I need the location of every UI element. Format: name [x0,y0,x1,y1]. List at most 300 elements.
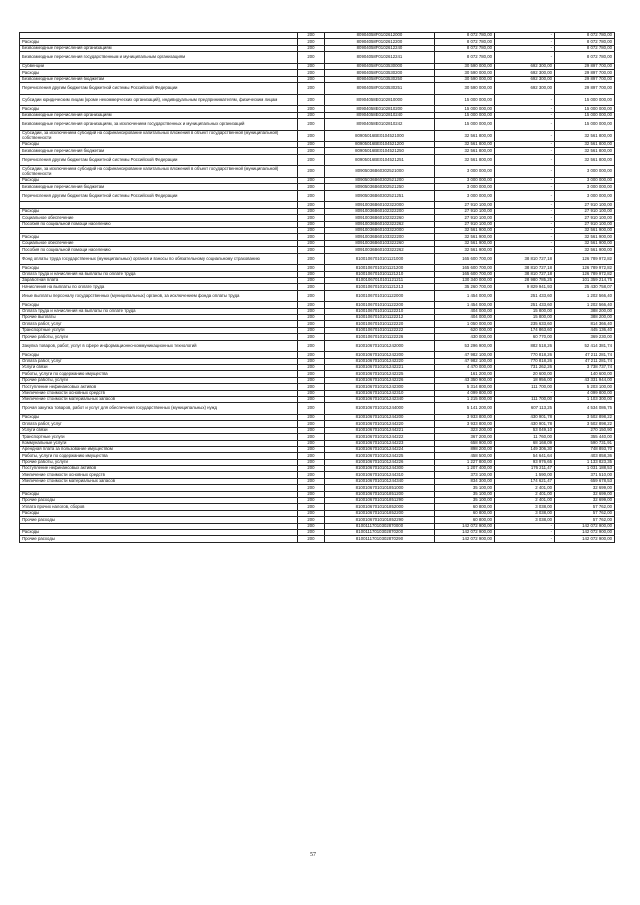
row-code: 200 [298,154,325,166]
row-remaining-amount: 355 440,00 [555,434,615,440]
page-number: 57 [310,852,316,858]
row-executed-amount: 174 863,60 [495,327,555,333]
row-name: Увеличение стоимости материальных запасов [20,396,298,402]
row-plan-amount: 165 600 700,00 [435,265,495,271]
row-executed-amount: 9 829 941,93 [495,284,555,290]
row-plan-amount: 3 000 000,00 [435,178,495,184]
row-plan-amount: 60 800,00 [435,510,495,516]
row-kbk: 81001067010101851000 [325,485,435,491]
row-code: 200 [298,215,325,221]
row-kbk: 81001067010101244220 [325,421,435,427]
row-code: 200 [298,82,325,94]
row-name: Социальное обеспечение [20,215,298,221]
row-remaining-amount: 52 414 381,74 [555,340,615,352]
table-row [20,52,615,64]
row-kbk: 80905016BE0104521200 [325,142,435,148]
table-row [20,154,615,166]
row-remaining-amount: 43 331 944,00 [555,377,615,383]
row-code: 200 [298,247,325,253]
row-plan-amount: 8 072 780,00 [435,39,495,45]
row-executed-amount: 2 401,00 [495,498,555,504]
row-remaining-amount: 142 072 900,00 [555,530,615,536]
row-code: 200 [298,327,325,333]
row-code: 200 [298,371,325,377]
row-code: 200 [298,277,325,283]
row-remaining-amount: 32 699,00 [555,485,615,491]
row-executed-amount: 111 700,00 [495,396,555,402]
row-remaining-amount: 32 561 900,00 [555,228,615,234]
row-executed-amount: 692 300,00 [495,63,555,69]
row-kbk: 80905016BE0104521251 [325,154,435,166]
row-name: Перечисления другим бюджетам бюджетной системы Российской Федерации [20,82,298,94]
row-name: Перечисления другим бюджетам бюджетной системы Российской Федерации [20,154,298,166]
row-name: Прочая закупка товаров, работ и услуг для обеспечения государственных (муниципальных) нужд [20,403,298,415]
row-kbk: 80910036B60103322200 [325,234,435,240]
row-name: Прочие расходы [20,498,298,504]
row-executed-amount: 15 800,00 [495,308,555,314]
row-remaining-amount: 1 031 188,53 [555,466,615,472]
row-executed-amount: - [495,202,555,208]
table-row [20,130,615,142]
row-executed-amount: 3 038,00 [495,510,555,516]
row-executed-amount: 38 810 727,18 [495,265,555,271]
row-executed-amount: - [495,523,555,529]
row-plan-amount: 30 590 000,00 [435,63,495,69]
row-remaining-amount: 32 699,00 [555,491,615,497]
row-code: 200 [298,536,325,542]
row-code: 200 [298,178,325,184]
row-name: Увеличение стоимости материальных запасов [20,478,298,484]
row-code: 200 [298,510,325,516]
row-kbk: 80904058F0103530251 [325,82,435,94]
row-remaining-amount: 29 897 700,00 [555,63,615,69]
row-kbk: 80905016BE0104521000 [325,130,435,142]
row-executed-amount: 38 810 727,18 [495,253,555,265]
row-executed-amount: 607 113,25 [495,403,555,415]
row-name: Расходы [20,491,298,497]
row-plan-amount: 35 260 700,00 [435,284,495,290]
row-kbk: 81001067010101244223 [325,440,435,446]
row-name: Закупка товаров, работ, услуг в сфере информационно-коммуникационных технологий [20,340,298,352]
row-plan-amount: 620 000,00 [435,327,495,333]
row-plan-amount: 430 000,00 [435,334,495,340]
row-plan-amount: 3 933 800,00 [435,421,495,427]
row-executed-amount: - [495,530,555,536]
row-plan-amount: 27 910 100,00 [435,208,495,214]
row-plan-amount: 323 200,00 [435,427,495,433]
row-executed-amount: - [495,166,555,178]
row-executed-amount: - [495,106,555,112]
row-kbk: 81001067010101242220 [325,358,435,364]
row-plan-amount: 27 910 100,00 [435,202,495,208]
row-name: Расходы [20,414,298,420]
row-plan-amount: 35 100,00 [435,485,495,491]
row-kbk: 80905036B60302521251 [325,190,435,202]
row-kbk: 81001117010302870290 [325,536,435,542]
row-executed-amount: - [495,234,555,240]
row-kbk: 80910036B60103322260 [325,240,435,246]
row-code: 200 [298,70,325,76]
row-executed-amount: - [495,130,555,142]
row-kbk: 81001067010101122210 [325,308,435,314]
row-remaining-amount: 47 211 281,74 [555,358,615,364]
row-plan-amount: 3 000 000,00 [435,166,495,178]
row-name: Расходы [20,234,298,240]
table-row [20,94,615,106]
row-executed-amount: - [495,536,555,542]
row-plan-amount: 32 561 800,00 [435,142,495,148]
row-kbk: 81001067010101242310 [325,390,435,396]
row-remaining-amount: 27 910 100,00 [555,215,615,221]
row-name: Расходы [20,530,298,536]
row-name: Безвозмездные перечисления организациям [20,45,298,51]
row-code: 200 [298,130,325,142]
row-code: 200 [298,94,325,106]
row-kbk: 80910036B60102322262 [325,221,435,227]
row-name: Оплата труда и начисления на выплаты по оплате труда [20,271,298,277]
row-kbk: 81001067010101242200 [325,352,435,358]
row-executed-amount: 18 956,00 [495,377,555,383]
row-plan-amount: 43 350 900,00 [435,377,495,383]
row-plan-amount: 1 050 000,00 [435,321,495,327]
row-remaining-amount: 15 000 000,00 [555,106,615,112]
row-name: Пособия по социальной помощи населению [20,247,298,253]
row-name: Расходы [20,510,298,516]
row-remaining-amount: 659 678,53 [555,478,615,484]
row-executed-amount: 54 641,64 [495,453,555,459]
row-kbk: 81001067010101244300 [325,466,435,472]
row-name: Иные выплаты персоналу государственных (муниципальных) органов, за исключением фонда оплаты труда [20,290,298,302]
row-kbk: 80904058F0102612241 [325,52,435,64]
row-plan-amount: 404 000,00 [435,308,495,314]
row-name: Расходы [20,39,298,45]
row-name: Безвозмездные перечисления организациям [20,112,298,118]
row-name: Безвозмездные перечисления бюджетам [20,148,298,154]
row-plan-amount: 5 141 200,00 [435,403,495,415]
row-executed-amount: 430 901,78 [495,414,555,420]
row-plan-amount: 8 072 780,00 [435,52,495,64]
row-name: Прочие работы, услуги [20,334,298,340]
row-remaining-amount: 590 731,91 [555,440,615,446]
row-plan-amount: 32 561 800,00 [435,130,495,142]
row-executed-amount: - [495,208,555,214]
row-kbk: 80904058E0102810000 [325,94,435,106]
row-name: Безвозмездные перечисления бюджетам [20,184,298,190]
row-plan-amount: 32 561 900,00 [435,247,495,253]
row-plan-amount: 142 072 900,00 [435,530,495,536]
row-remaining-amount: 3 502 898,22 [555,421,615,427]
table-row [20,536,615,542]
row-code: 200 [298,491,325,497]
row-name: Безвозмездные перечисления бюджетам [20,76,298,82]
row-remaining-amount: 32 561 900,00 [555,247,615,253]
row-plan-amount: 1 207 400,00 [435,466,495,472]
row-code: 200 [298,234,325,240]
row-name: Субсидии, за исключением субсидий на софинансирование капитальных вложений в объект государственной (муниципальной) собственности [20,166,298,178]
row-plan-amount: 161 200,00 [435,371,495,377]
row-kbk: 81001067010101244221 [325,427,435,433]
row-code: 200 [298,39,325,45]
row-kbk: 80910036B60102322200 [325,208,435,214]
row-plan-amount: 165 600 700,00 [435,253,495,265]
row-kbk: 81001067010101122220 [325,321,435,327]
row-code: 200 [298,76,325,82]
row-kbk: 80904058F0102612200 [325,39,435,45]
row-plan-amount: 898 200,00 [435,446,495,452]
row-name: Безвозмездные перечисления государственным и муниципальным организациям [20,52,298,64]
row-plan-amount: 30 590 000,00 [435,76,495,82]
row-name: Услуги связи [20,427,298,433]
row-plan-amount: 32 561 900,00 [435,228,495,234]
row-executed-amount: 430 901,78 [495,421,555,427]
row-remaining-amount: 57 762,00 [555,517,615,523]
row-executed-amount: 176 211,47 [495,466,555,472]
row-executed-amount: - [495,390,555,396]
row-name: Оплата работ, услуг [20,421,298,427]
row-executed-amount: - [495,45,555,51]
row-executed-amount: 68 168,09 [495,440,555,446]
row-name: Работы, услуги по содержанию имущества [20,453,298,459]
row-code: 200 [298,184,325,190]
row-plan-amount: 8 072 780,00 [435,33,495,39]
row-code: 200 [298,504,325,510]
row-plan-amount: 458 500,00 [435,453,495,459]
row-name: Расходы [20,178,298,184]
row-kbk: 80910036B60102322260 [325,215,435,221]
row-plan-amount: 1 454 000,00 [435,290,495,302]
row-code: 200 [298,208,325,214]
row-code: 200 [298,118,325,130]
row-plan-amount: 27 910 100,00 [435,221,495,227]
row-remaining-amount: 3 000 000,00 [555,166,615,178]
row-code: 200 [298,63,325,69]
row-remaining-amount: 15 000 000,00 [555,94,615,106]
table-row [20,403,615,415]
row-executed-amount: - [495,228,555,234]
row-code: 200 [298,403,325,415]
row-code: 200 [298,365,325,371]
row-name: Прочие выплаты [20,315,298,321]
row-kbk: 80910036B60103322262 [325,247,435,253]
row-name: Поступление нефинансовых активов [20,466,298,472]
row-name: Прочие расходы [20,536,298,542]
row-name: Транспортные услуги [20,434,298,440]
row-plan-amount: 32 561 900,00 [435,234,495,240]
row-remaining-amount: 369 230,00 [555,334,615,340]
row-name: Заработная плата [20,277,298,283]
row-code: 200 [298,414,325,420]
row-kbk: 80904058E0102810240 [325,112,435,118]
row-code: 200 [298,459,325,465]
row-plan-amount: 60 800,00 [435,504,495,510]
row-plan-amount: 47 982 100,00 [435,358,495,364]
row-executed-amount: 882 518,26 [495,340,555,352]
row-kbk: 81001067010101244200 [325,414,435,420]
row-name: Транспортные услуги [20,327,298,333]
row-executed-amount: - [495,148,555,154]
row-remaining-amount: 1 133 823,35 [555,459,615,465]
row-kbk: 81001067010101122212 [325,315,435,321]
row-remaining-amount: 8 072 780,00 [555,39,615,45]
row-remaining-amount: 15 000 000,00 [555,118,615,130]
row-remaining-amount: 25 430 758,07 [555,284,615,290]
row-plan-amount: 32 561 800,00 [435,148,495,154]
row-kbk: 80904058E0102810242 [325,118,435,130]
row-kbk: 80904058E0102810200 [325,106,435,112]
row-name: Увеличение стоимости основных средств [20,390,298,396]
row-name: Субсидии, за исключением субсидий на софинансирование капитальных вложений в объект государственной (муниципальной) собственности [20,130,298,142]
row-code: 200 [298,106,325,112]
row-executed-amount: 149 306,30 [495,446,555,452]
row-plan-amount: 32 561 800,00 [435,154,495,166]
row-name: Увеличение стоимости основных средств [20,472,298,478]
row-kbk: 81001067010101244310 [325,472,435,478]
row-kbk: 81001067010101244226 [325,459,435,465]
row-remaining-amount: 47 211 281,74 [555,352,615,358]
row-plan-amount: 3 000 000,00 [435,190,495,202]
row-name: Расходы [20,70,298,76]
row-plan-amount: 373 100,00 [435,472,495,478]
row-name: Безвозмездные перечисления организациям, за исключением государственных и муниципальных организаций [20,118,298,130]
row-kbk: 81001067010101244224 [325,446,435,452]
row-name: Социальное обеспечение [20,240,298,246]
row-kbk: 81001067010101122200 [325,302,435,308]
row-plan-amount: 15 000 000,00 [435,94,495,106]
row-code: 200 [298,478,325,484]
row-kbk: 81001067010101851200 [325,491,435,497]
row-remaining-amount: 8 072 780,00 [555,45,615,51]
row-remaining-amount: 15 000 000,00 [555,112,615,118]
row-code: 200 [298,334,325,340]
row-remaining-amount: 1 103 300,00 [555,396,615,402]
row-executed-amount: 251 433,60 [495,290,555,302]
row-executed-amount: - [495,215,555,221]
row-remaining-amount: 32 561 800,00 [555,154,615,166]
row-executed-amount: - [495,94,555,106]
row-plan-amount: 3 000 000,00 [435,184,495,190]
row-code: 200 [298,148,325,154]
row-plan-amount: 15 000 000,00 [435,106,495,112]
row-kbk: 81001067010101121210 [325,271,435,277]
row-kbk: 81001067010101242221 [325,365,435,371]
row-kbk: 81001067010101121211 [325,277,435,283]
row-name: Расходы [20,302,298,308]
row-remaining-amount: 3 000 000,00 [555,178,615,184]
row-code: 200 [298,466,325,472]
row-executed-amount: 235 633,60 [495,321,555,327]
row-kbk: 80905016BE0104521250 [325,148,435,154]
table-row [20,290,615,302]
row-kbk: 80904058F0102612240 [325,45,435,51]
row-kbk: 80905036B60302521250 [325,184,435,190]
row-plan-amount: 53 296 900,00 [435,340,495,352]
row-remaining-amount: 814 366,40 [555,321,615,327]
row-code: 200 [298,166,325,178]
row-plan-amount: 1 454 000,00 [435,302,495,308]
row-remaining-amount: 126 789 972,82 [555,253,615,265]
row-remaining-amount: 3 000 000,00 [555,184,615,190]
row-plan-amount: 32 561 900,00 [435,240,495,246]
row-plan-amount: 3 933 800,00 [435,414,495,420]
row-name: Услуги связи [20,365,298,371]
row-kbk: 81001117010302870200 [325,530,435,536]
row-code: 200 [298,377,325,383]
row-code: 200 [298,396,325,402]
row-executed-amount: 2 401,00 [495,491,555,497]
row-remaining-amount: 57 762,00 [555,510,615,516]
row-remaining-amount: 29 897 700,00 [555,76,615,82]
row-code: 200 [298,485,325,491]
row-code: 200 [298,52,325,64]
row-code: 200 [298,45,325,51]
row-plan-amount: 1 215 000,00 [435,396,495,402]
row-plan-amount: 4 470 000,00 [435,365,495,371]
row-code: 200 [298,112,325,118]
row-plan-amount: 30 590 000,00 [435,82,495,94]
row-plan-amount: 142 072 900,00 [435,523,495,529]
row-code: 200 [298,446,325,452]
row-plan-amount: 35 100,00 [435,491,495,497]
row-kbk: 81001067010101852200 [325,510,435,516]
row-name: Субсидии юридическим лицам (кроме некоммерческих организаций), индивидуальным предпринимателям, физическим лицам [20,94,298,106]
row-remaining-amount: 126 789 972,82 [555,271,615,277]
row-name: Фонд оплаты труда государственных (муниципальных) органов и взносы по обязательному социальному страхованию [20,253,298,265]
row-remaining-amount: 748 893,70 [555,446,615,452]
row-remaining-amount: 101 359 214,75 [555,277,615,283]
row-name: Прочие расходы [20,517,298,523]
row-remaining-amount: 1 202 566,40 [555,302,615,308]
row-kbk: 80904058F0103530250 [325,76,435,82]
row-kbk: 81001067010101852000 [325,504,435,510]
row-remaining-amount: 140 600,00 [555,371,615,377]
row-kbk: 81001067010101242300 [325,384,435,390]
row-plan-amount: 130 340 000,00 [435,277,495,283]
row-code: 200 [298,202,325,208]
row-kbk: 81001067010101122226 [325,334,435,340]
row-executed-amount: 11 760,00 [495,434,555,440]
row-plan-amount: 658 900,00 [435,440,495,446]
row-executed-amount: 251 433,60 [495,302,555,308]
row-remaining-amount: 27 910 100,00 [555,202,615,208]
row-kbk: 80904058F0103530000 [325,63,435,69]
row-executed-amount: - [495,184,555,190]
row-kbk: 81001067010101121213 [325,284,435,290]
row-plan-amount: 165 600 700,00 [435,271,495,277]
budget-execution-table [19,32,615,543]
row-name: Субвенции [20,63,298,69]
row-kbk: 81001067010101242000 [325,340,435,352]
row-plan-amount: 15 000 000,00 [435,118,495,130]
row-remaining-amount: 32 561 800,00 [555,142,615,148]
row-plan-amount: 27 910 100,00 [435,215,495,221]
table-row [20,82,615,94]
row-remaining-amount: 270 150,90 [555,427,615,433]
row-remaining-amount: 142 072 900,00 [555,536,615,542]
row-kbk: 80905036B60302521200 [325,178,435,184]
row-remaining-amount: 32 699,00 [555,498,615,504]
row-code: 200 [298,253,325,265]
row-executed-amount: - [495,178,555,184]
row-plan-amount: 30 590 000,00 [435,70,495,76]
row-name: Арендная плата за пользование имуществом [20,446,298,452]
row-executed-amount: - [495,247,555,253]
row-executed-amount: - [495,52,555,64]
row-plan-amount: 5 314 800,00 [435,384,495,390]
row-executed-amount: 174 621,47 [495,478,555,484]
row-kbk: 81001067010101244000 [325,403,435,415]
row-executed-amount: 692 300,00 [495,82,555,94]
row-plan-amount: 60 800,00 [435,517,495,523]
